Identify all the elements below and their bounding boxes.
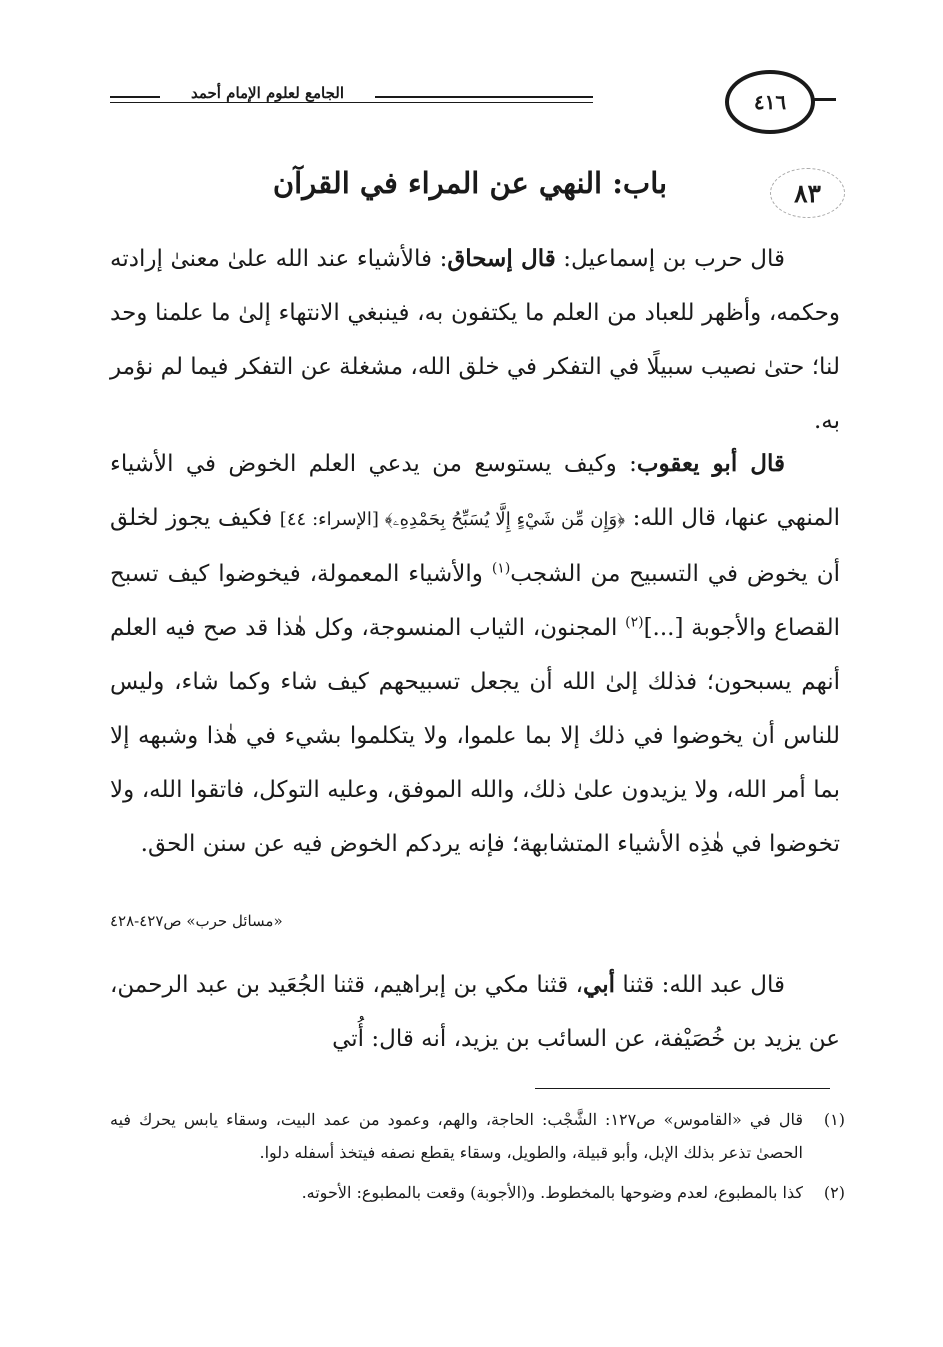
source-reference: «مسائل حرب» ص٤٢٧-٤٢٨ bbox=[110, 912, 283, 930]
footnotes bbox=[110, 1103, 845, 1216]
para2-text-c: والأشياء المعمولة، فيخوضوا كيف تسبح القصاع والأجوبة [...] bbox=[110, 561, 840, 641]
footnote-text: قال في «القاموس» ص١٢٧: الشَّجْب: الحاجة، والهم، وعمود من عمد البيت، وسقاء يابس يحرك فيه الحصىٰ تذعر بذلك الإبل، وأبو قبيلة، والطويل، وسقاء يقطع نصفه فيتخذ أسفله دلوا. bbox=[110, 1110, 803, 1162]
footnote-number: (١) bbox=[823, 1110, 845, 1129]
para1-text: : فالأشياء عند الله علىٰ معنىٰ إرادته وحكمه، وأظهر للعباد من العلم ما يكتفون به، فينبغي الانتهاء إلىٰ ما علمنا وحد لنا؛ حتىٰ نصيب سبيلًا في التفكر في خلق الله، مشغلة عن التفكر فيما لم نؤمر به. bbox=[110, 246, 840, 434]
paragraph-abdullah bbox=[110, 958, 840, 1066]
para2-text-a: : وكيف يستوسع من يدعي العلم الخوض في الأشياء المنهي عنها، قال الله: bbox=[110, 451, 841, 531]
footnote-separator bbox=[535, 1088, 830, 1089]
footnote-text: كذا بالمطبوع، لعدم وضوحها بالمخطوط. و(الأجوبة) وقعت بالمطبوع: الأحوته. bbox=[301, 1183, 803, 1202]
para3-bold: أبي bbox=[583, 971, 615, 998]
footnote-ref-2[interactable]: (٢) bbox=[625, 614, 644, 631]
footnote-number: (٢) bbox=[823, 1183, 845, 1202]
para1-speaker: قال إسحاق bbox=[447, 245, 556, 272]
quran-verse: ﴿وَإِن مِّن شَيْءٍ إِلَّا يُسَبِّحُ بِحَمْدِهِۦ﴾ [الإسراء: ٤٤] bbox=[279, 509, 626, 530]
chapter-number-ornament bbox=[770, 168, 845, 218]
para2-text-b: فكيف يجوز لخلق أن يخوض في التسبيح من الشجب bbox=[110, 505, 841, 587]
para3-text-a: قال عبد الله: قثنا bbox=[615, 972, 785, 998]
paragraph-harb bbox=[110, 232, 840, 448]
para2-text-d: المجنون، الثياب المنسوجة، وكل هٰذا قد صح فيه العلم أنهم يسبحون؛ فذلك إلىٰ الله أن يجعل تسبيحهم كيف شاء وكما شاء، وليس للناس أن يخوضوا في ذلك إلا بما علموا، ولا يتكلموا بشيء في هٰذا وشبهه إلا بما أمر الله، ولا يزيدون علىٰ ذلك، والله الموفق، وعليه التوكل، فاتقوا الله، ولا تخوضوا في هٰذِه الأشياء المتشابهة؛ فإنه يردكم الخوض فيه عن سنن الحق. bbox=[110, 615, 840, 857]
footnote-2 bbox=[110, 1176, 845, 1209]
footnote-ref-1[interactable]: (١) bbox=[491, 560, 511, 577]
header-rule-thin bbox=[110, 102, 593, 103]
running-title: الجامع لعلوم الإمام أحمد bbox=[160, 84, 375, 102]
para2-speaker: قال أبو يعقوب bbox=[636, 450, 785, 477]
para3-text-b: ، قثنا مكي بن إبراهيم، قثنا الجُعَيد بن عبد الرحمن، عن يزيد بن خُصَيْفة، عن السائب بن يزيد، أنه قال: أُتي bbox=[110, 972, 840, 1052]
chapter-number: ٨٣ bbox=[794, 178, 821, 208]
para1-intro: قال حرب بن إسماعيل: bbox=[555, 246, 785, 272]
footnote-1 bbox=[110, 1103, 845, 1169]
paragraph-abu-yaqub bbox=[110, 437, 840, 871]
ornament-icon bbox=[770, 168, 845, 218]
page-number: ٤١٦ bbox=[725, 70, 815, 134]
chapter-title: باب: النهي عن المراء في القرآن bbox=[272, 166, 668, 200]
